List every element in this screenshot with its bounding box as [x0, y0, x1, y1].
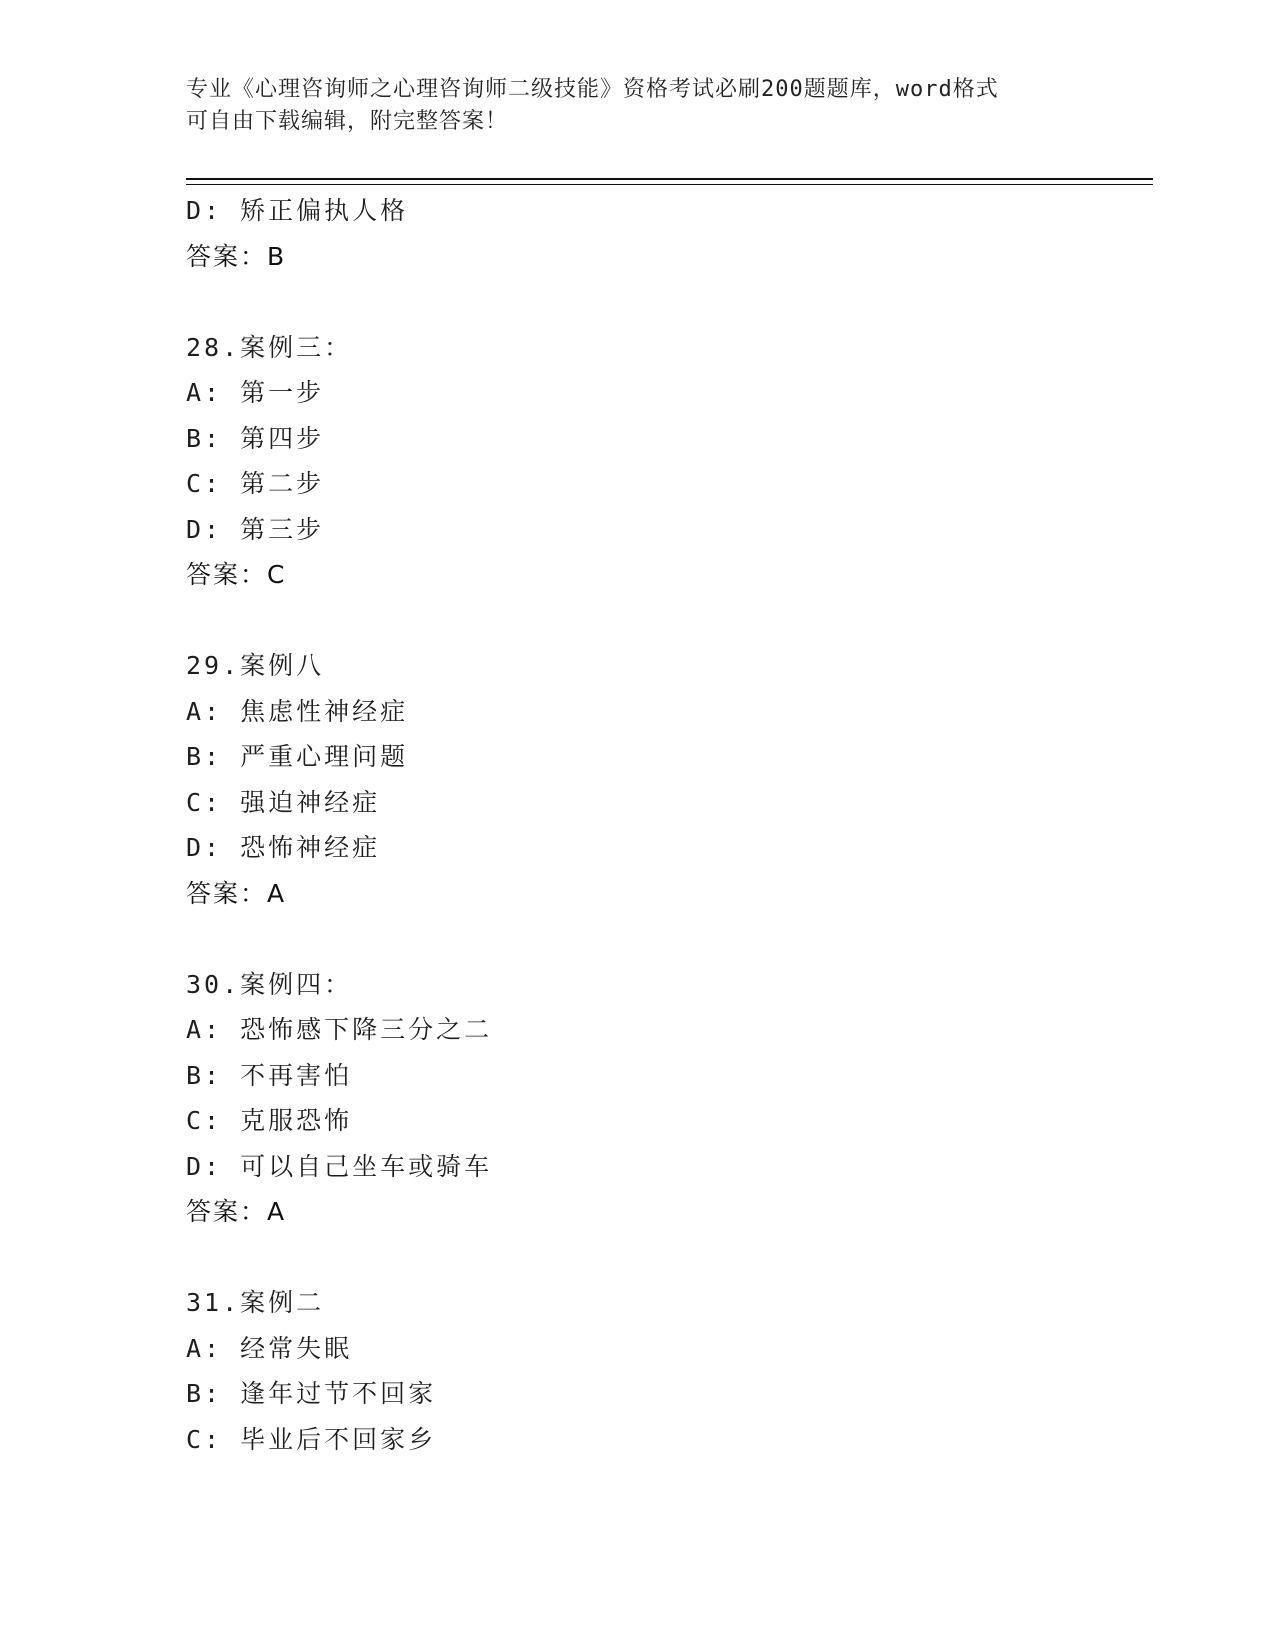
option-b: B: 第四步: [186, 423, 325, 453]
question-list: [186, 188, 1146, 1462]
option-a: A: 恐怖感下降三分之二: [186, 1015, 493, 1044]
option-b: B: 严重心理问题: [186, 742, 409, 771]
header-line-2: 可自由下载编辑，附完整答案！: [186, 109, 509, 134]
question-title: 30.案例四：: [186, 969, 353, 999]
answer-line: 答案：C: [186, 560, 287, 589]
answer-line: 答案：A: [186, 1197, 287, 1226]
header-line-1: 专业《心理咨询师之心理咨询师二级技能》资格考试必刷200题题库，word格式: [186, 77, 999, 102]
document-header: [186, 74, 1086, 138]
option-d: D: 恐怖神经症: [186, 833, 381, 862]
question-title: 31.案例二: [186, 1288, 325, 1317]
option-d: D: 可以自己坐车或骑车: [186, 1151, 493, 1181]
answer-line: 答案：A: [186, 878, 287, 908]
option-d: D: 第三步: [186, 514, 325, 544]
question-spacer: [186, 279, 1146, 325]
answer-line: 答案：B: [186, 241, 287, 271]
option-a: A: 焦虑性神经症: [186, 696, 409, 726]
question-title: 29.案例八: [186, 651, 325, 680]
option-a: A: 经常失眠: [186, 1333, 353, 1363]
option-b: B: 不再害怕: [186, 1060, 353, 1090]
question-spacer: [186, 598, 1146, 644]
question-spacer: [186, 1235, 1146, 1281]
header-rule-thin: [186, 184, 1153, 185]
question-title: 28.案例三：: [186, 332, 353, 362]
option-c: C: 克服恐怖: [186, 1106, 353, 1135]
option-c: C: 毕业后不回家乡: [186, 1424, 437, 1454]
option-c: C: 第二步: [186, 469, 325, 498]
question-spacer: [186, 916, 1146, 962]
header-rule-thick: [186, 178, 1153, 180]
option-a: A: 第一步: [186, 378, 325, 407]
option-d: D: 矫正偏执人格: [186, 196, 409, 225]
option-b: B: 逢年过节不回家: [186, 1379, 437, 1408]
option-c: C: 强迫神经症: [186, 787, 381, 817]
